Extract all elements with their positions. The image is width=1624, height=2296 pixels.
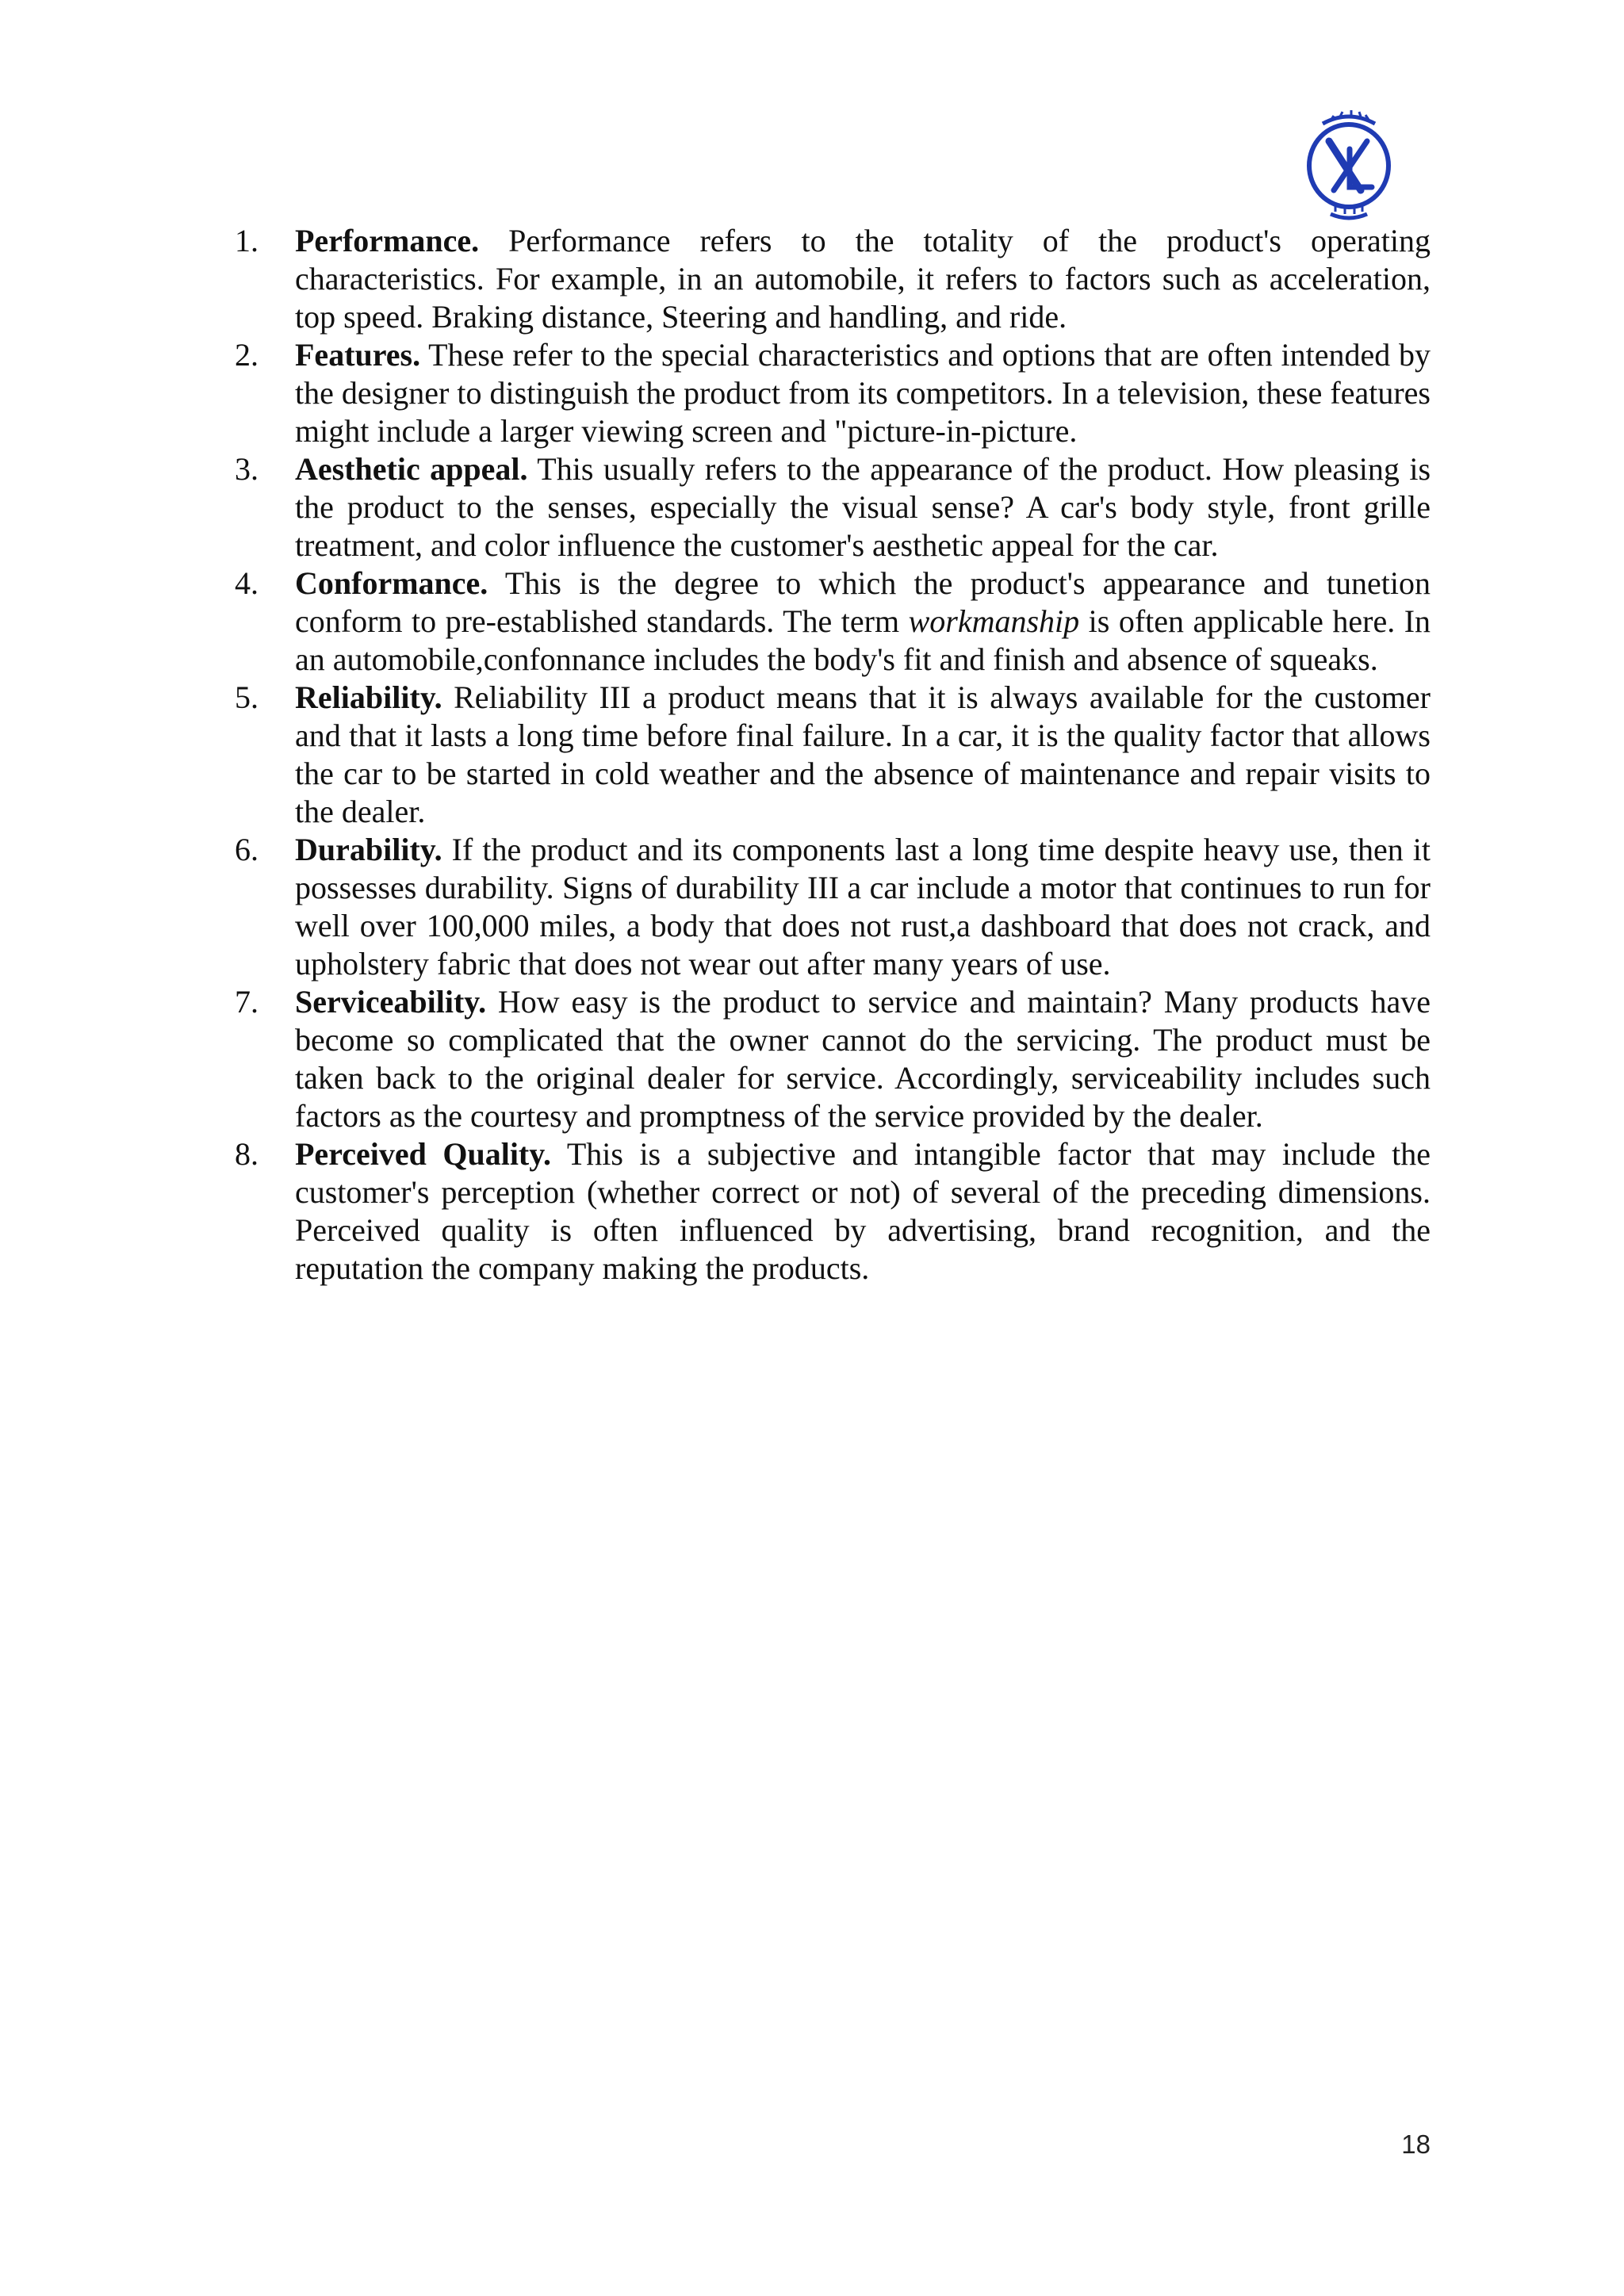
item-text: These refer to the special characteristics and options that are often intended by the designer to distinguish the product from its competitors. In a television, these features might include a larger viewing screen and "picture-in-picture. (295, 337, 1431, 449)
list-number: 3. (235, 451, 259, 487)
item-text: Performance refers to the totality of the product's operating characteristics. For example, in an automobile, it refers to factors such as acceleration, top speed. Braking distance, Steering and handling, and ride. (295, 223, 1431, 335)
list-item (235, 983, 1431, 1135)
list-item-body (295, 1135, 1431, 1288)
list-item-body (295, 450, 1431, 564)
item-term: Features. (295, 337, 421, 373)
list-number: 2. (235, 337, 259, 373)
item-text: Reliability III a product means that it is always available for the customer and that it lasts a long time before final failure. In a car, it is the quality factor that allows the car to be started in cold weather and the absence of maintenance and repair visits to the dealer. (295, 679, 1431, 829)
list-item-body (295, 679, 1431, 831)
list-number: 4. (235, 565, 259, 601)
list-item (235, 336, 1431, 450)
list-number: 1. (235, 223, 259, 258)
item-text: is often applicable here. In an automobile,confonnance includes the body's fit and finish and absence of squeaks. (295, 603, 1431, 677)
item-term: Performance. (295, 223, 480, 258)
item-term: Reliability. (295, 679, 442, 715)
item-text: This is the degree to which the product's appearance and tunetion conform to pre-established standards. The term (295, 565, 1431, 639)
list-item (235, 831, 1431, 983)
company-seal-icon (1299, 108, 1399, 224)
item-term: Aesthetic appeal. (295, 451, 528, 487)
list-item (235, 222, 1431, 336)
list-number: 7. (235, 984, 259, 1020)
item-text: How easy is the product to service and maintain? Many products have become so complicated that the owner cannot do the servicing. The product must be taken back to the original dealer for service. Accordingly, serviceability includes such factors as the courtesy and promptness of the service provided by the dealer. (295, 984, 1431, 1134)
list-item-body (295, 222, 1431, 336)
list-item-body (295, 564, 1431, 679)
list-item (235, 679, 1431, 831)
dimensions-list (235, 222, 1431, 1288)
list-number: 6. (235, 832, 259, 867)
page-number: 18 (1401, 2130, 1431, 2159)
list-item-body (295, 831, 1431, 983)
list-number: 5. (235, 679, 259, 715)
list-item (235, 1135, 1431, 1288)
item-term: Durability. (295, 832, 442, 867)
item-term: Serviceability. (295, 984, 487, 1020)
item-text-italic: workmanship (908, 603, 1080, 639)
item-text: If the product and its components last a long time despite heavy use, then it possesses durability. Signs of durability III a car include a motor that continues to run for well over 100,000 miles, a body that does not rust,a dashboard that does not crack, and upholstery fabric that does not wear out after many years of use. (295, 832, 1431, 982)
item-term: Conformance. (295, 565, 488, 601)
list-item-body (295, 336, 1431, 450)
item-text: This is a subjective and intangible factor that may include the customer's perception (whether correct or not) of several of the preceding dimensions. Perceived quality is often influenced by advertising, brand recognition, and the reputation the company making the products. (295, 1136, 1431, 1286)
item-text: This usually refers to the appearance of the product. How pleasing is the product to the senses, especially the visual sense? A car's body style, front grille treatment, and color influence the customer's aesthetic appeal for the car. (295, 451, 1431, 563)
list-number: 8. (235, 1136, 259, 1172)
list-item (235, 450, 1431, 564)
item-term: Perceived Quality. (295, 1136, 552, 1172)
list-item-body (295, 983, 1431, 1135)
list-item (235, 564, 1431, 679)
